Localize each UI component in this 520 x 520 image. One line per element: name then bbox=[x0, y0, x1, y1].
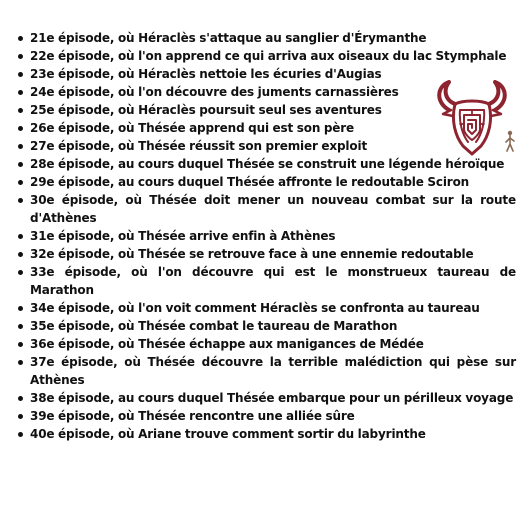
bullet-icon bbox=[18, 270, 23, 275]
left-horn-shape bbox=[439, 82, 455, 110]
episode-title: 32e épisode, où Thésée se retrouve face à une ennemie redoutable bbox=[30, 247, 474, 261]
bullet-icon bbox=[18, 396, 23, 401]
labyrinth-ring-3 bbox=[468, 120, 476, 134]
episode-title: 40e épisode, où Ariane trouve comment sortir du labyrinthe bbox=[30, 427, 426, 441]
bullet-icon bbox=[18, 342, 23, 347]
list-item bbox=[18, 317, 516, 335]
bullet-icon bbox=[18, 198, 23, 203]
bullet-icon bbox=[18, 324, 23, 329]
episode-title: 24e épisode, où l'on découvre des juments carnassières bbox=[30, 85, 399, 99]
list-item bbox=[18, 299, 516, 317]
bullet-icon bbox=[18, 432, 23, 437]
bullet-icon bbox=[18, 144, 23, 149]
bullet-icon bbox=[18, 234, 23, 239]
bullet-icon bbox=[18, 414, 23, 419]
episode-title: 27e épisode, où Thésée réussit son premier exploit bbox=[30, 139, 368, 153]
list-item bbox=[18, 389, 516, 407]
episode-title: 23e épisode, où Héraclès nettoie les écuries d'Augias bbox=[30, 67, 382, 81]
right-horn-shape bbox=[489, 82, 505, 110]
minotaur-labyrinth-svg bbox=[435, 80, 517, 156]
bullet-icon bbox=[18, 108, 23, 113]
bullet-icon bbox=[18, 306, 23, 311]
list-item bbox=[18, 47, 516, 65]
episode-title: 21e épisode, où Héraclès s'attaque au sanglier d'Érymanthe bbox=[30, 31, 427, 45]
episode-title: 36e épisode, où Thésée échappe aux manigances de Médée bbox=[30, 337, 424, 351]
bullet-icon bbox=[18, 252, 23, 257]
episode-title: 38e épisode, au cours duquel Thésée embarque pour un périlleux voyage bbox=[30, 391, 514, 405]
bullet-icon bbox=[18, 126, 23, 131]
bullet-icon bbox=[18, 180, 23, 185]
list-item bbox=[18, 407, 516, 425]
episode-title: 39e épisode, où Thésée rencontre une alliée sûre bbox=[30, 409, 355, 423]
right-ear-shape bbox=[491, 110, 501, 116]
minotaur-labyrinth-icon bbox=[435, 80, 517, 156]
theseus-figure-icon bbox=[506, 131, 514, 151]
list-item bbox=[18, 155, 516, 173]
episode-title: 26e épisode, où Thésée apprend qui est son père bbox=[30, 121, 355, 135]
list-item bbox=[18, 425, 516, 443]
list-item bbox=[18, 173, 516, 191]
list-item bbox=[18, 353, 516, 389]
episode-title: 30e épisode, où Thésée doit mener un nouveau combat sur la route d'Athènes bbox=[30, 193, 516, 225]
episode-title: 22e épisode, où l'on apprend ce qui arriva aux oiseaux du lac Stymphale bbox=[30, 49, 507, 63]
episode-title: 33e épisode, où l'on découvre qui est le monstrueux taureau de Marathon bbox=[30, 265, 516, 297]
episode-title: 25e épisode, où Héraclès poursuit seul ses aventures bbox=[30, 103, 382, 117]
episode-title: 35e épisode, où Thésée combat le taureau de Marathon bbox=[30, 319, 398, 333]
bullet-icon bbox=[18, 36, 23, 41]
episode-title: 31e épisode, où Thésée arrive enfin à Athènes bbox=[30, 229, 336, 243]
list-item bbox=[18, 29, 516, 47]
bullet-icon bbox=[18, 90, 23, 95]
episode-title: 28e épisode, au cours duquel Thésée se construit une légende héroïque bbox=[30, 157, 505, 171]
episode-title: 29e épisode, au cours duquel Thésée affronte le redoutable Sciron bbox=[30, 175, 470, 189]
list-item bbox=[18, 335, 516, 353]
list-item bbox=[18, 263, 516, 299]
list-item bbox=[18, 227, 516, 245]
episode-title: 34e épisode, où l'on voit comment Héraclès se confronta au taureau bbox=[30, 301, 480, 315]
bullet-icon bbox=[18, 162, 23, 167]
list-item bbox=[18, 245, 516, 263]
bullet-icon bbox=[18, 54, 23, 59]
left-ear-shape bbox=[443, 110, 453, 116]
bullet-icon bbox=[18, 72, 23, 77]
bullet-icon bbox=[18, 360, 23, 365]
episode-title: 37e épisode, où Thésée découvre la terrible malédiction qui pèse sur Athènes bbox=[30, 355, 516, 387]
list-item bbox=[18, 191, 516, 227]
